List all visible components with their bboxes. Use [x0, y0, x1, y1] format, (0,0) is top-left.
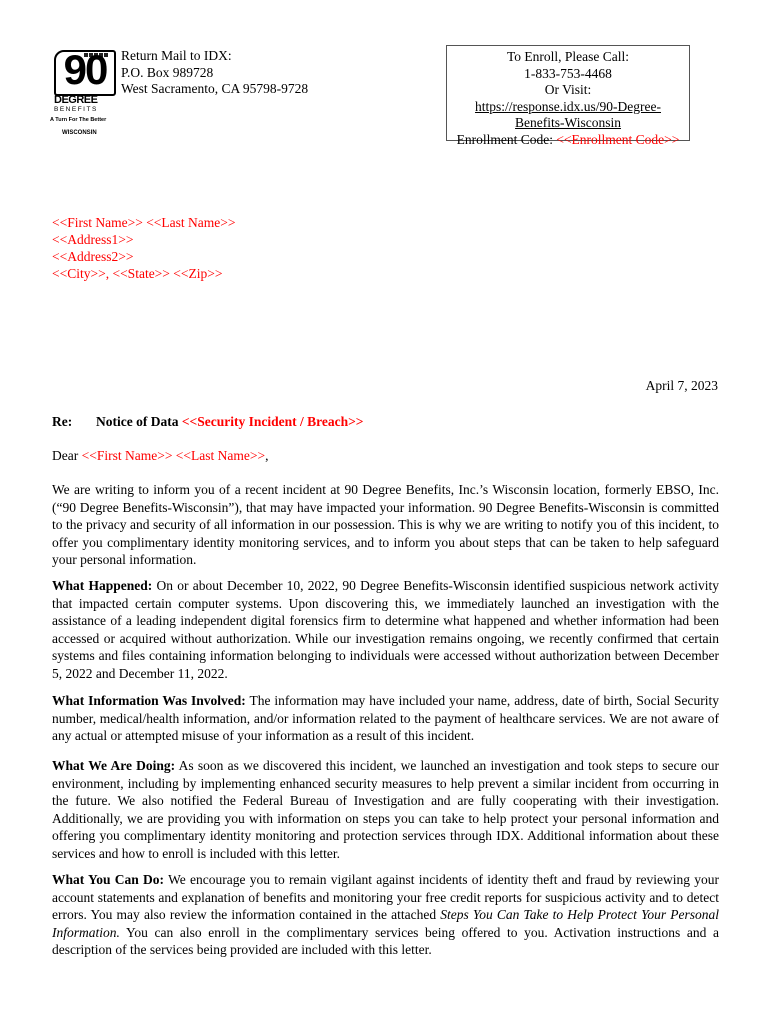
enroll-visit-label: Or Visit:: [544, 82, 592, 97]
salutation: [52, 447, 719, 465]
paragraph-what-we-are-doing: [52, 757, 719, 862]
enroll-url[interactable]: [447, 99, 689, 132]
paragraph-what-happened: [52, 577, 719, 682]
logo-region: WISCONSIN: [62, 130, 97, 136]
enroll-code-value: <<Enrollment Code>>: [556, 131, 680, 147]
text-what-you-can-do-2: You can also enroll in the complimentary services being offered to you. Activation instructions and a description of the services being provided are included with this letter.: [52, 924, 719, 957]
paragraph-what-you-can-do: [52, 871, 719, 959]
salutation-name: <<First Name>> <<Last Name>>: [81, 448, 266, 463]
heading-what-happened: What Happened:: [52, 578, 153, 593]
logo-90-box: [54, 46, 116, 96]
recipient-address: [52, 214, 236, 282]
enroll-call-label: To Enroll, Please Call:: [506, 49, 630, 64]
subject-variable: <<Security Incident / Breach>>: [181, 414, 364, 429]
enroll-url-line-2[interactable]: Benefits-Wisconsin: [515, 115, 621, 130]
enrollment-box: [446, 45, 690, 147]
subject-text: Notice of Data: [96, 414, 182, 429]
letter-date: April 7, 2023: [645, 378, 718, 393]
text-steps-title: Steps You Can Take to Help Protect Your Personal Information.: [52, 907, 719, 940]
salutation-comma: ,: [265, 448, 269, 463]
logo-benefits-text: BENEFITS: [54, 106, 98, 113]
logo-number: 90: [63, 46, 107, 93]
heading-what-we-are-doing: What We Are Doing:: [52, 758, 176, 773]
paragraph-information-involved: [52, 692, 719, 745]
company-logo: [50, 44, 116, 140]
recipient-address-2: <<Address2>>: [52, 249, 134, 264]
text-what-we-are-doing: As soon as we discovered this incident, we launched an investigation and took steps to secure our environment, including by implementing enhanced security measures to help prevent a similar incident from occurring in the future. We also notified the Federal Bureau of Investigation and are fully cooperating with their investigation. Additionally, we are providing you with information on steps you can take to help protect your personal information and offering you complimentary identity monitoring and protection services through IDX. Additional information about these services and how to enroll is included with this letter.: [52, 758, 719, 861]
subject-label: Re:: [52, 414, 73, 429]
enroll-phone: 1-833-753-4468: [524, 65, 612, 81]
enroll-code-label: Enrollment Code:: [456, 131, 557, 147]
recipient-name: <<First Name>> <<Last Name>>: [52, 215, 236, 230]
subject-line: [52, 414, 364, 430]
text-what-happened: On or about December 10, 2022, 90 Degree Benefits-Wisconsin identified suspicious network activity that impacted certain computer systems. Upon discovering this, we immediately launched an investigation with the assistance of a leading independent digital forensics firm to determine what happened and whether information had been accessed or acquired without authorization. While our investigation remains ongoing, we recently confirmed that certain systems and files containing information belonging to individuals were accessed without authorization between December 5, 2022 and December 11, 2022.: [52, 578, 719, 681]
paragraph-intro: We are writing to inform you of a recent incident at 90 Degree Benefits, Inc.’s Wisconsin location, formerly EBSO, Inc. (“90 Degree Benefits-Wisconsin”), that may have impacted your information. 90 Degree Benefits-Wisconsin is committed to the privacy and security of all information in our possession. This is why we are writing to notify you of this incident, to offer you complimentary identity monitoring services, and to inform you about steps that can be taken to help safeguard your personal information.: [52, 482, 719, 567]
heading-what-you-can-do: What You Can Do:: [52, 872, 165, 887]
return-line-1: Return Mail to IDX:: [121, 48, 232, 63]
recipient-city-state-zip: <<City>>, <<State>> <<Zip>>: [52, 266, 223, 281]
salutation-dear: Dear: [52, 448, 82, 463]
return-address: [121, 48, 308, 98]
logo-degree-text: DEGREE: [54, 94, 98, 106]
recipient-address-1: <<Address1>>: [52, 232, 134, 247]
heading-information-involved: What Information Was Involved:: [52, 693, 246, 708]
logo-tagline: A Turn For The Better: [50, 117, 107, 123]
text-information-involved: The information may have included your name, address, date of birth, Social Security number, medical/health information, and/or information related to the payment of healthcare services. We are not aware of any actual or attempted misuse of your information as a result of this incident.: [52, 693, 719, 743]
enroll-code-line: [447, 132, 689, 149]
return-line-2: P.O. Box 989728: [121, 64, 214, 80]
enroll-url-line-1[interactable]: https://response.idx.us/90-Degree-: [475, 98, 661, 114]
text-what-you-can-do-1: We encourage you to remain vigilant against incidents of identity theft and fraud by reviewing your account statements and explanation of benefits and monitoring your free credit reports for suspicious activity and to detect errors. You may also review the information contained in the attached: [52, 872, 719, 922]
return-line-3: West Sacramento, CA 95798-9728: [121, 81, 309, 96]
